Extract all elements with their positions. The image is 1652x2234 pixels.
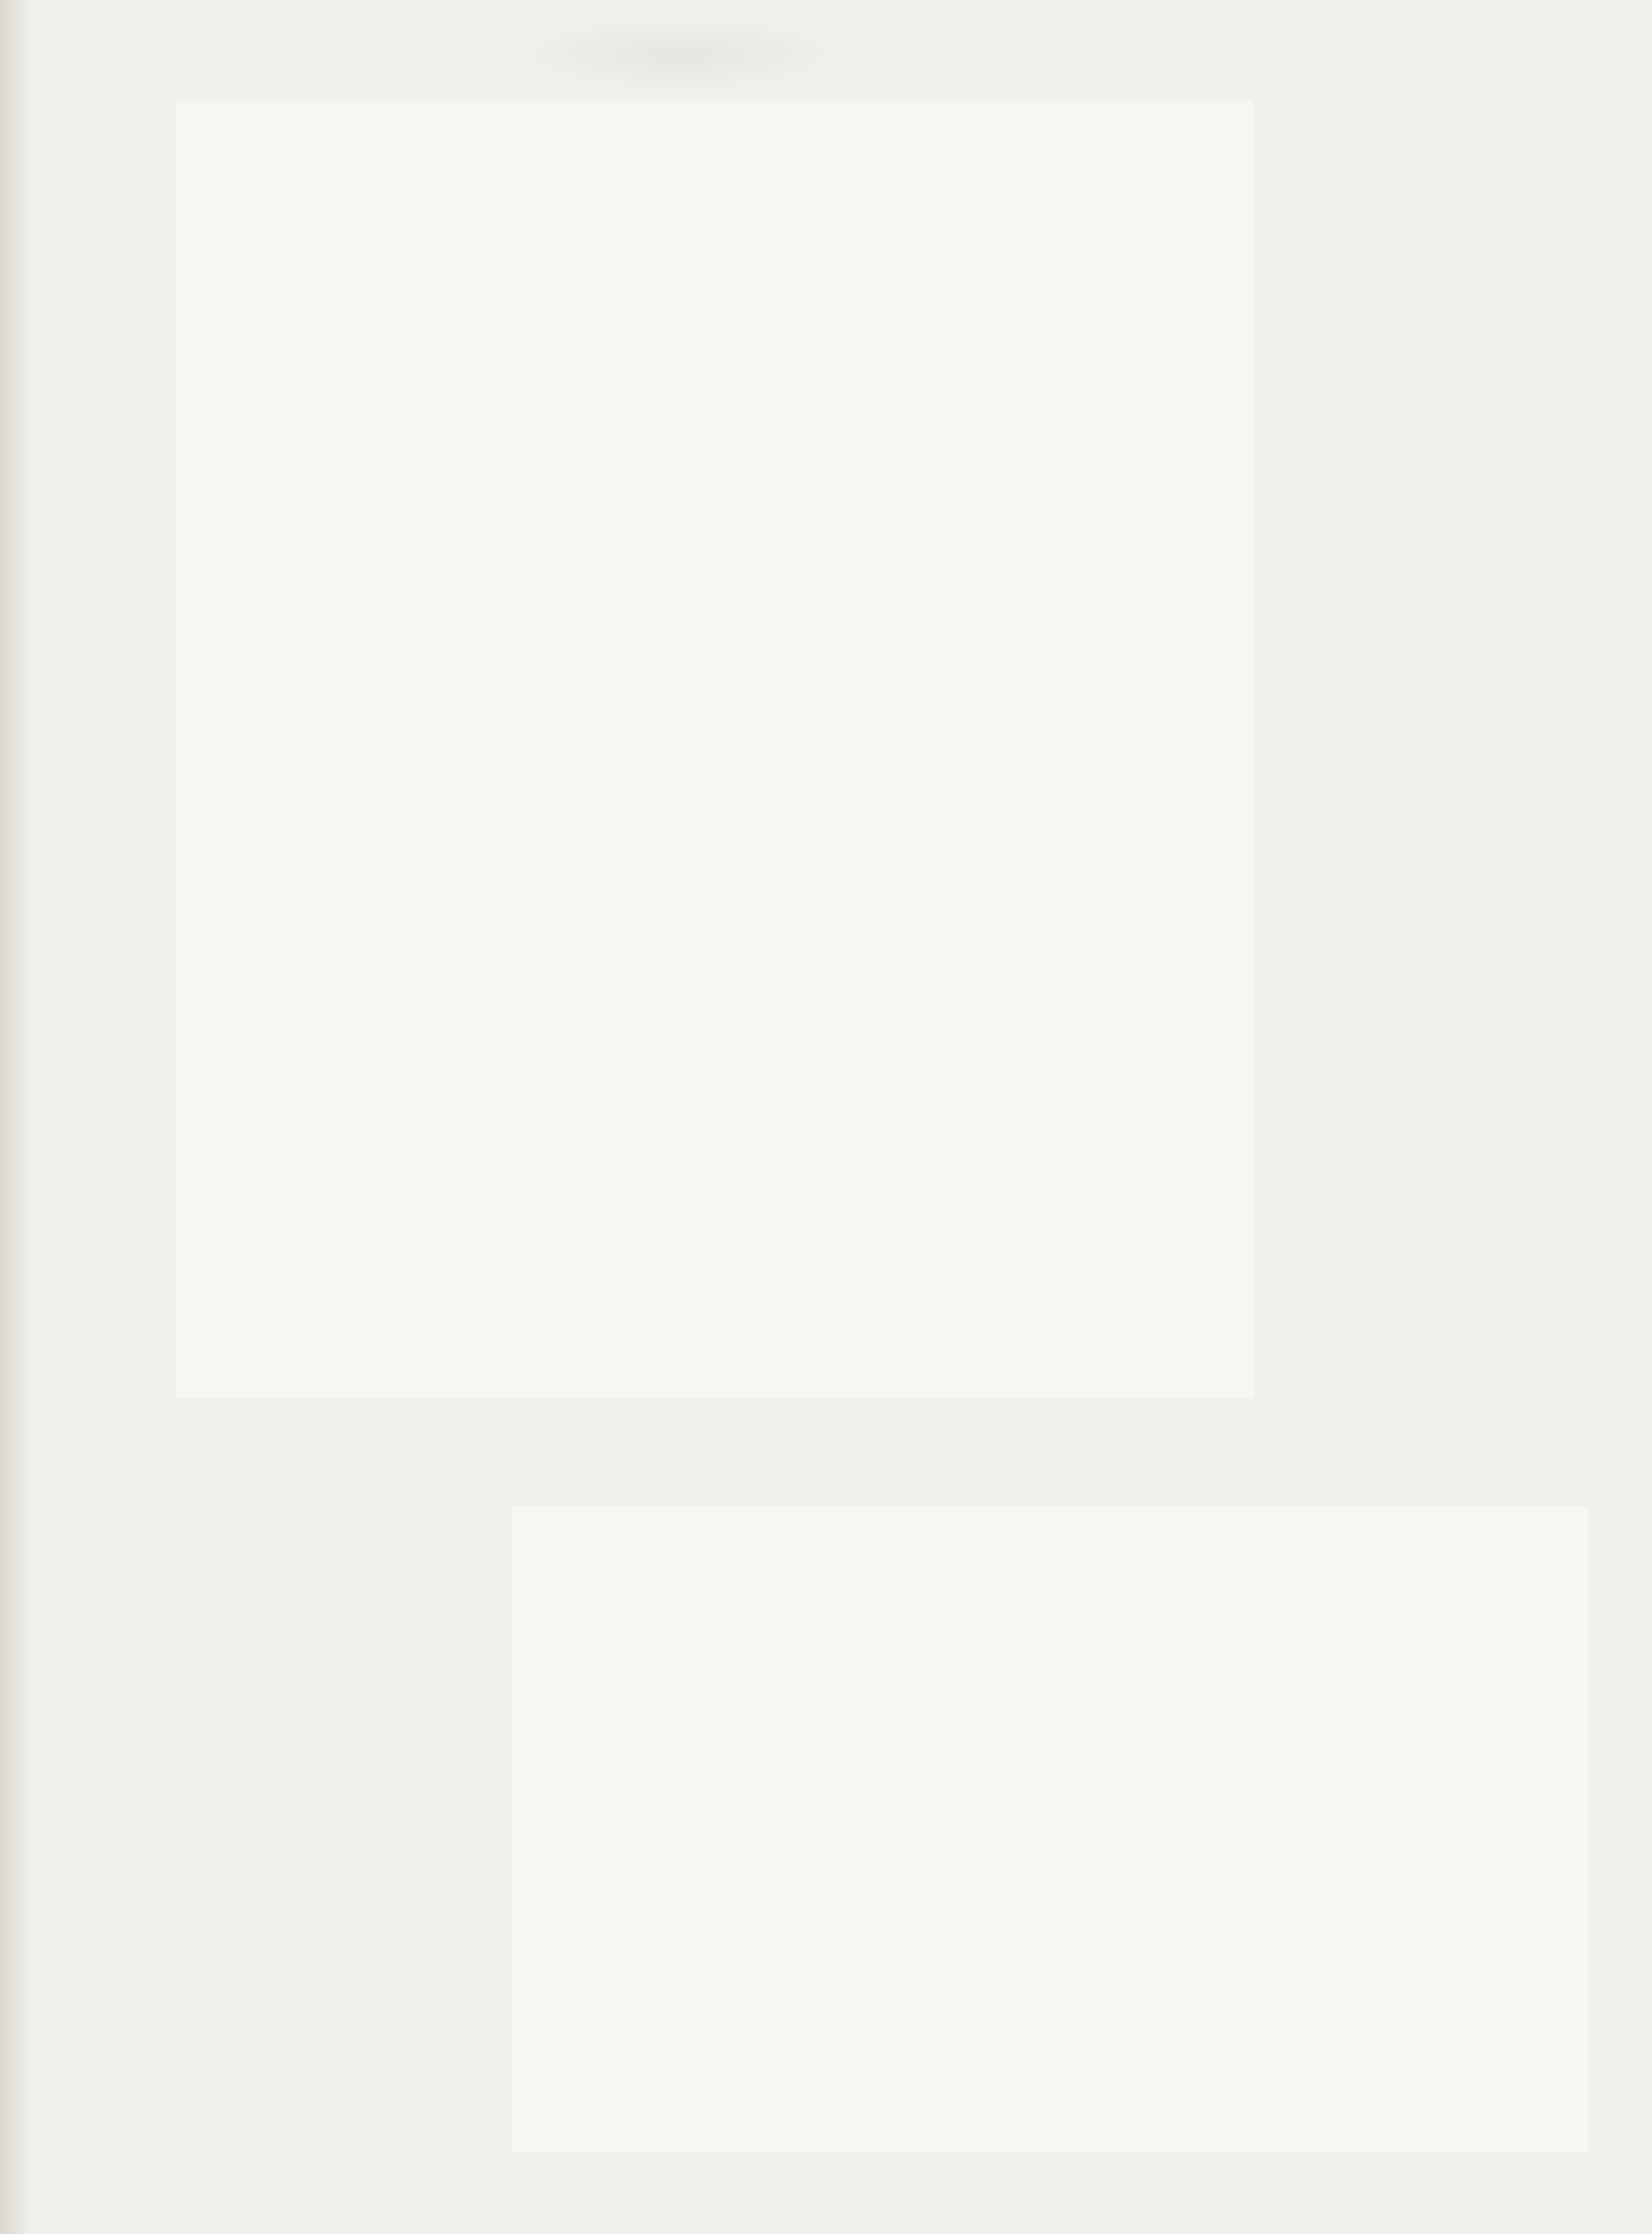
- page-binding-edge: [0, 0, 32, 2234]
- portrait-grid-top: [176, 101, 1253, 1398]
- portrait-grid-bottom: [512, 1507, 1588, 2152]
- pencil-smudge: [513, 16, 847, 92]
